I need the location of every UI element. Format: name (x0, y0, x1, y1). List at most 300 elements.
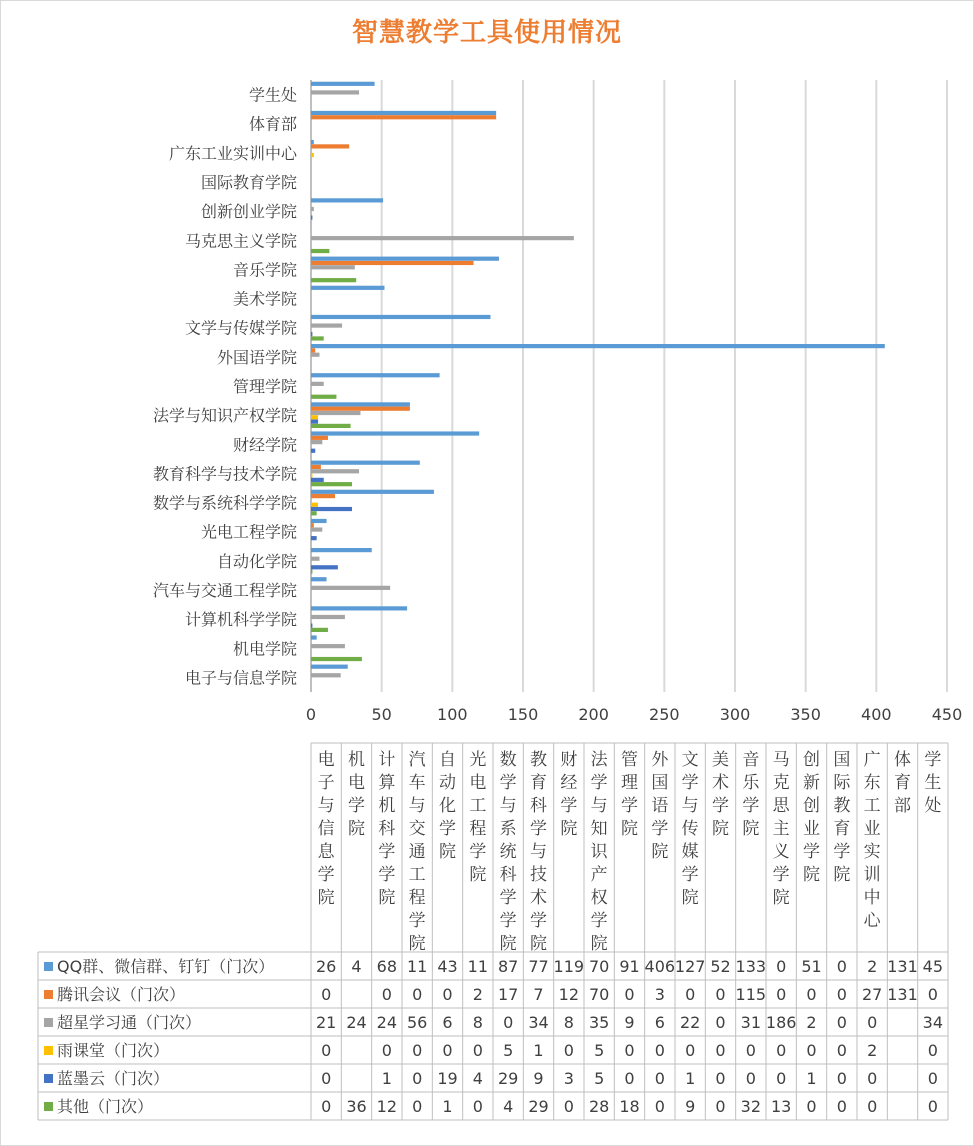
table-cell: 0 (927, 1097, 938, 1116)
table-header-char: 学 (924, 750, 942, 770)
table-cell: 0 (442, 985, 453, 1004)
table-header-char: 程 (469, 819, 487, 839)
table-header-char: 技 (530, 865, 547, 885)
table-header-char: 训 (863, 865, 881, 885)
bar (311, 115, 496, 119)
table-cell: 8 (563, 1013, 574, 1032)
bar (311, 548, 372, 552)
table-header-char: 数 (499, 750, 517, 770)
bar (311, 511, 317, 515)
legend-swatch (44, 990, 53, 999)
table-header-char: 学 (772, 865, 790, 885)
table-header-char: 业 (863, 819, 881, 839)
table-cell: 0 (715, 1097, 726, 1116)
category-label: 国际教育学院 (200, 173, 297, 192)
table-cell: 0 (472, 1097, 483, 1116)
category-label: 体育部 (248, 114, 297, 134)
table-cell: 119 (553, 957, 585, 976)
table-cell: 32 (740, 1097, 762, 1116)
bar (311, 436, 328, 440)
category-label: 外国语学院 (216, 347, 297, 367)
bar (311, 440, 322, 444)
table-cell: 0 (836, 1097, 847, 1116)
table-header-char: 院 (560, 819, 578, 839)
table-cell: 1 (685, 1069, 696, 1088)
table-header-char: 学 (408, 911, 426, 931)
legend-label: QQ群、微信群、钉钉（门次） (57, 957, 275, 976)
table-cell: 0 (836, 1013, 847, 1032)
table-cell: 36 (346, 1097, 367, 1116)
table-cell: 18 (619, 1097, 640, 1116)
bar (311, 565, 338, 569)
table-cell: 4 (351, 957, 362, 976)
table-cell: 0 (927, 1069, 938, 1088)
x-tick-label: 450 (931, 705, 963, 724)
table-header-char: 育 (833, 819, 851, 839)
table-cell: 0 (624, 1069, 635, 1088)
table-cell: 0 (321, 1097, 332, 1116)
table-cell: 0 (836, 1041, 847, 1060)
bar (311, 527, 322, 531)
bar (311, 348, 315, 352)
bar (311, 503, 318, 507)
category-label: 数学与系统科学学院 (152, 493, 297, 513)
bar (311, 431, 479, 435)
table-header-char: 知 (590, 819, 608, 839)
bar (311, 461, 420, 465)
table-cell: 2 (867, 957, 878, 976)
table-header-char: 学 (803, 842, 820, 862)
legend-swatch (44, 1046, 53, 1055)
x-tick-label: 100 (437, 705, 468, 724)
table-header-char: 机 (378, 796, 396, 816)
bar (311, 402, 410, 406)
table-cell: 34 (528, 1013, 549, 1032)
table-cell: 0 (412, 985, 423, 1004)
table-cell: 0 (321, 985, 332, 1004)
table-header-char: 统 (499, 842, 517, 862)
table-header-char: 传 (681, 819, 699, 839)
bar (311, 382, 324, 386)
table-cell: 186 (765, 1013, 797, 1032)
table-cell: 0 (715, 1013, 726, 1032)
bar (311, 673, 341, 677)
bar (311, 628, 328, 632)
bar (311, 644, 345, 648)
table-header-char: 院 (833, 865, 851, 885)
table-cell: 0 (806, 1041, 817, 1060)
category-label: 电子与信息学院 (184, 668, 297, 688)
table-cell: 0 (745, 1041, 756, 1060)
bar (311, 494, 335, 498)
table-cell: 0 (381, 1041, 392, 1060)
table-cell: 31 (740, 1013, 762, 1032)
table-header-char: 外 (651, 750, 669, 770)
table-header-char: 自 (439, 750, 456, 770)
table-cell: 12 (376, 1097, 398, 1116)
bar (311, 144, 349, 148)
table-header-char: 院 (439, 842, 456, 862)
table-cell: 133 (735, 957, 767, 976)
table-header-char: 与 (317, 796, 335, 816)
table-cell: 0 (321, 1041, 332, 1060)
table-cell: 13 (770, 1097, 792, 1116)
category-label: 汽车与交通工程学院 (152, 581, 297, 600)
table-header-char: 光 (469, 750, 487, 770)
table-cell: 0 (685, 985, 696, 1004)
legend-swatch (44, 962, 53, 971)
table-header-char: 处 (924, 796, 942, 816)
table-header-char: 院 (772, 888, 790, 908)
bar (311, 286, 384, 290)
table-header-char: 学 (378, 842, 396, 862)
category-label: 美术学院 (232, 289, 297, 309)
category-label: 教育科学与技术学院 (152, 464, 297, 484)
x-tick-label: 250 (649, 705, 680, 724)
table-header-char: 际 (833, 773, 851, 793)
table-header-char: 息 (317, 842, 335, 862)
table-cell: 1 (806, 1069, 817, 1088)
table-header-char: 院 (469, 865, 487, 885)
bar (311, 490, 434, 494)
table-header-char: 院 (408, 934, 426, 954)
table-header-char: 教 (833, 796, 851, 816)
table-header-char: 义 (772, 842, 790, 862)
table-cell: 0 (927, 985, 938, 1004)
table-header-char: 院 (803, 865, 820, 885)
table-header-char: 学 (530, 819, 547, 839)
table-cell: 4 (503, 1097, 514, 1116)
table-header-char: 与 (530, 842, 547, 862)
bar (311, 140, 314, 144)
bar (311, 419, 318, 423)
category-label: 自动化学院 (216, 551, 297, 571)
table-cell: 0 (867, 1013, 878, 1032)
category-label: 学生处 (248, 85, 297, 105)
table-cell: 52 (710, 957, 731, 976)
table-header-char: 法 (590, 750, 608, 770)
bar (311, 395, 336, 399)
bar (311, 111, 496, 115)
table-header-char: 通 (408, 842, 426, 862)
bar (311, 577, 327, 581)
table-header-char: 学 (621, 796, 638, 816)
table-cell: 3 (563, 1069, 574, 1088)
table-cell: 29 (497, 1069, 519, 1088)
table-cell: 1 (533, 1041, 544, 1060)
table-cell: 0 (412, 1069, 423, 1088)
table-header-char: 学 (499, 911, 517, 931)
bar (311, 344, 885, 348)
table-cell: 7 (533, 985, 544, 1004)
table-cell: 0 (685, 1041, 696, 1060)
table-header-char: 思 (772, 796, 790, 816)
table-header-char: 工 (863, 796, 881, 816)
bar (311, 478, 324, 482)
table-cell: 0 (927, 1041, 938, 1060)
table-header-char: 电 (348, 773, 365, 793)
table-cell: 0 (776, 1069, 787, 1088)
table-cell: 56 (406, 1013, 428, 1032)
table-cell: 406 (644, 957, 676, 976)
table-cell: 0 (442, 1041, 453, 1060)
table-cell: 0 (745, 1069, 756, 1088)
table-header-char: 育 (530, 773, 547, 793)
bar (311, 473, 312, 477)
table-header-char: 学 (833, 842, 851, 862)
bar (311, 570, 312, 574)
table-header-char: 学 (651, 819, 669, 839)
table-header-char: 学 (469, 842, 487, 862)
table-cell: 1 (381, 1069, 392, 1088)
table-header-char: 院 (712, 819, 729, 839)
table-header-char: 体 (894, 750, 911, 770)
table-header-char: 化 (439, 796, 456, 816)
table-cell: 87 (497, 957, 519, 976)
bar (311, 623, 312, 627)
legend-label: 其他（门次） (57, 1097, 154, 1116)
bar (311, 519, 327, 523)
table-cell: 0 (867, 1097, 878, 1116)
table-header-char: 与 (408, 796, 426, 816)
table-cell: 0 (715, 1069, 726, 1088)
table-header-char: 院 (621, 819, 638, 839)
bar (311, 465, 321, 469)
table-cell: 3 (654, 985, 665, 1004)
bar (311, 482, 352, 486)
table-cell: 9 (685, 1097, 696, 1116)
table-header-char: 电 (469, 773, 487, 793)
table-cell: 19 (437, 1069, 458, 1088)
table-header-char: 实 (863, 842, 881, 862)
table-header-char: 计 (378, 750, 396, 770)
table-cell: 26 (315, 957, 337, 976)
table-cell: 17 (497, 985, 519, 1004)
category-label: 马克思主义学院 (184, 231, 297, 251)
table-header-char: 心 (863, 911, 881, 931)
table-cell: 0 (654, 1069, 665, 1088)
bar (311, 407, 410, 411)
table-cell: 22 (679, 1013, 701, 1032)
bar (311, 257, 499, 261)
table-cell: 4 (472, 1069, 483, 1088)
table-header-char: 科 (530, 796, 547, 816)
table-cell: 0 (381, 985, 392, 1004)
table-header-char: 马 (772, 750, 790, 770)
table-header-char: 教 (530, 750, 547, 770)
table-header-char: 广 (863, 750, 881, 770)
bar (311, 261, 474, 265)
table-cell: 9 (624, 1013, 635, 1032)
table-header-char: 中 (863, 888, 881, 908)
table-cell: 0 (776, 1041, 787, 1060)
bar (311, 606, 407, 610)
table-cell: 0 (836, 957, 847, 976)
table-header-char: 与 (499, 796, 517, 816)
category-label: 文学与传媒学院 (184, 318, 297, 338)
table-cell: 0 (806, 1097, 817, 1116)
bar (311, 153, 314, 157)
table-cell: 0 (715, 985, 726, 1004)
table-header-char: 信 (317, 819, 335, 839)
bar (311, 586, 390, 590)
x-tick-label: 350 (790, 705, 821, 724)
table-header-char: 电 (317, 750, 335, 770)
table-cell: 11 (467, 957, 489, 976)
table-header-char: 部 (894, 796, 911, 816)
table-cell: 0 (836, 985, 847, 1004)
table-cell: 0 (472, 1041, 483, 1060)
table-cell: 21 (315, 1013, 337, 1032)
table-header-char: 院 (348, 819, 365, 839)
table-header-char: 学 (499, 773, 517, 793)
bar (311, 236, 574, 240)
table-header-char: 院 (651, 842, 669, 862)
table-cell: 0 (776, 985, 787, 1004)
table-header-char: 机 (348, 750, 365, 770)
bar (311, 332, 312, 336)
x-tick-label: 400 (861, 705, 892, 724)
table-cell: 11 (406, 957, 428, 976)
table-header-char: 科 (378, 819, 396, 839)
table-cell: 0 (776, 957, 787, 976)
bar (311, 415, 318, 419)
table-header-char: 动 (439, 773, 456, 793)
table-header-char: 学 (317, 865, 335, 885)
bar (311, 469, 359, 473)
table-header-char: 术 (712, 773, 729, 793)
table-header-char: 学 (590, 773, 608, 793)
table-header-char: 院 (499, 934, 517, 954)
table-cell: 0 (321, 1069, 332, 1088)
table-header-char: 语 (651, 796, 669, 816)
table-cell: 0 (836, 1069, 847, 1088)
table-cell: 1 (442, 1097, 453, 1116)
table-header-char: 工 (469, 796, 487, 816)
table-cell: 0 (412, 1097, 423, 1116)
table-header-char: 理 (621, 773, 638, 793)
table-cell: 91 (619, 957, 640, 976)
table-cell: 2 (806, 1013, 817, 1032)
table-header-char: 科 (499, 865, 517, 885)
table-cell: 0 (563, 1041, 574, 1060)
table-cell: 2 (472, 985, 483, 1004)
bar (311, 353, 319, 357)
bar (311, 373, 440, 377)
x-tick-label: 300 (719, 705, 751, 724)
table-header-char: 院 (590, 934, 608, 954)
table-cell: 5 (503, 1041, 514, 1060)
category-label: 创新创业学院 (200, 202, 297, 222)
x-tick-label: 200 (578, 705, 609, 724)
table-cell: 35 (588, 1013, 610, 1032)
legend-label: 腾讯会议（门次） (57, 985, 186, 1004)
table-cell: 6 (442, 1013, 453, 1032)
legend-label: 超星学习通（门次） (57, 1013, 202, 1032)
table-header-char: 权 (590, 888, 608, 908)
table-cell: 28 (588, 1097, 610, 1116)
table-header-char: 学 (712, 796, 729, 816)
bar (311, 278, 356, 282)
table-cell: 0 (563, 1097, 574, 1116)
table-cell: 70 (588, 957, 610, 976)
table-header-char: 汽 (408, 750, 426, 770)
table-header-char: 算 (378, 773, 396, 793)
bar (311, 315, 490, 319)
table-header-char: 管 (621, 750, 638, 770)
table-header-char: 院 (742, 819, 760, 839)
x-tick-label: 50 (371, 705, 392, 724)
table-header-char: 与 (681, 796, 699, 816)
bar (311, 635, 317, 639)
table-header-char: 程 (408, 888, 426, 908)
bar (311, 615, 345, 619)
table-cell: 115 (735, 985, 767, 1004)
chart-title: 智慧教学工具使用情况 (351, 18, 622, 48)
bar (311, 336, 324, 340)
table-header-char: 美 (712, 750, 729, 770)
table-header-char: 财 (560, 750, 578, 770)
table-cell: 131 (887, 957, 918, 976)
table-header-char: 国 (651, 773, 669, 793)
bar (311, 449, 315, 453)
category-label: 广东工业实训中心 (168, 143, 297, 163)
bar (311, 665, 348, 669)
table-header-char: 文 (681, 750, 699, 770)
bar (311, 536, 317, 540)
category-label: 机电学院 (232, 639, 297, 659)
table-cell: 45 (922, 957, 944, 976)
table-header-char: 学 (681, 865, 699, 885)
table-header-char: 国 (833, 750, 851, 770)
table-cell: 0 (412, 1041, 423, 1060)
legend-label: 雨课堂（门次） (57, 1041, 170, 1060)
table-header-char: 学 (439, 819, 456, 839)
table-cell: 24 (376, 1013, 398, 1032)
table-cell: 131 (887, 985, 918, 1004)
table-header-char: 经 (560, 773, 578, 793)
table-header-char: 生 (924, 773, 942, 793)
table-header-char: 学 (590, 911, 608, 931)
table-header-char: 学 (530, 911, 547, 931)
table-cell: 43 (437, 957, 458, 976)
table-header-char: 创 (803, 750, 820, 770)
bar (311, 215, 312, 219)
table-header-char: 识 (590, 842, 608, 862)
bar (311, 507, 352, 511)
bar (311, 411, 360, 415)
table-cell: 0 (503, 1013, 514, 1032)
table-header-char: 学 (348, 796, 365, 816)
bar (311, 657, 362, 661)
table-cell: 24 (346, 1013, 367, 1032)
table-header-char: 乐 (742, 773, 760, 793)
table-header-char: 东 (863, 773, 881, 793)
table-header-char: 交 (408, 819, 426, 839)
table-cell: 0 (654, 1097, 665, 1116)
table-header-char: 业 (803, 819, 820, 839)
table-cell: 0 (624, 985, 635, 1004)
table-cell: 0 (867, 1069, 878, 1088)
bar (311, 90, 359, 94)
table-header-char: 创 (803, 796, 820, 816)
table-header-char: 克 (772, 773, 790, 793)
table-header-char: 工 (408, 865, 426, 885)
table-header-char: 院 (317, 888, 335, 908)
table-header-char: 与 (590, 796, 608, 816)
table-header-char: 媒 (681, 842, 699, 862)
table-header-char: 院 (378, 888, 396, 908)
